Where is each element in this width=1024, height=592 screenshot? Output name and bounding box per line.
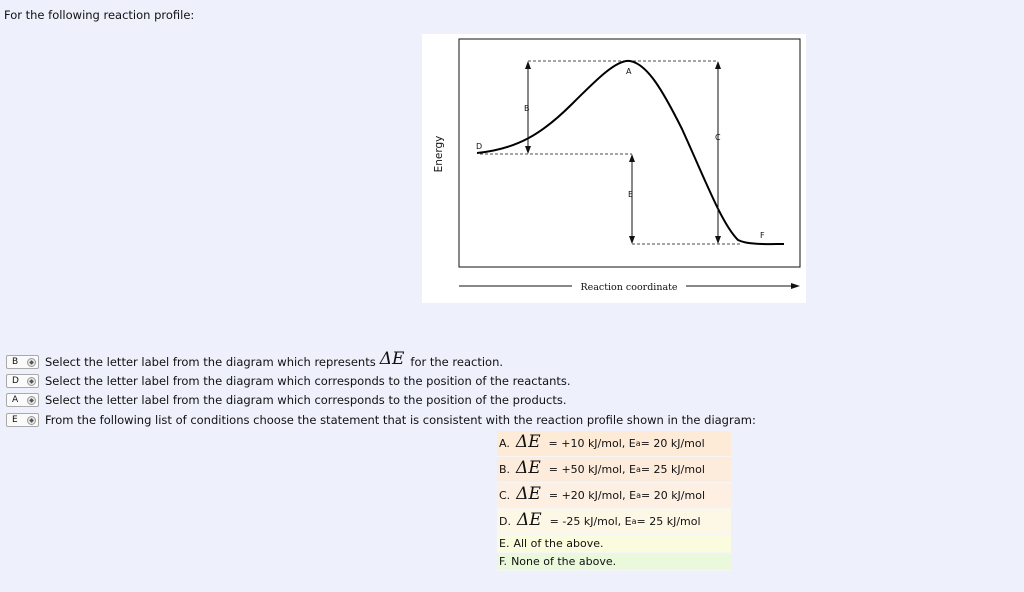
option-letter: C. <box>499 489 511 502</box>
option-letter: E. <box>499 537 510 550</box>
question-text: Select the letter label from the diagram which corresponds to the position of the products. <box>45 393 567 407</box>
select-chevron-icon: ◆ <box>27 358 36 367</box>
option-text: None of the above. <box>511 555 617 568</box>
reaction-coordinate-label: Reaction coordinate <box>580 282 678 293</box>
arrow-b-head-up <box>525 61 531 69</box>
question-text: Select the letter label from the diagram which represents <box>45 355 376 369</box>
label-e: E <box>628 190 634 199</box>
delta-e-symbol: ΔE <box>516 509 542 530</box>
select-value: B <box>12 357 19 367</box>
arrow-b-head-down <box>525 146 531 154</box>
arrow-c-head-down <box>715 236 721 244</box>
option-letter: D. <box>499 515 511 528</box>
label-c: C <box>715 133 721 142</box>
select-value: D <box>12 376 19 386</box>
arrow-e-head-up <box>629 154 635 162</box>
option-f <box>497 553 731 571</box>
reaction-profile-diagram <box>422 34 806 303</box>
select-chevron-icon: ◆ <box>27 416 36 425</box>
select-value: E <box>12 415 18 425</box>
label-a: A <box>626 67 632 76</box>
option-b <box>497 457 731 483</box>
select-value: A <box>12 395 19 405</box>
x-axis-arrowhead <box>791 283 800 289</box>
delta-e-symbol: ΔE <box>379 349 405 369</box>
label-b: B <box>524 104 530 113</box>
label-f: F <box>760 231 765 240</box>
question-text: Select the letter label from the diagram which corresponds to the position of the reactants. <box>45 374 571 388</box>
option-c <box>497 483 731 509</box>
delta-e-symbol: ΔE <box>516 483 541 504</box>
arrow-e-head-down <box>629 236 635 244</box>
option-delta-e: = -25 kJ/mol, E <box>549 515 632 528</box>
option-subscript: a <box>635 465 641 474</box>
option-ea: = 20 kJ/mol <box>640 437 705 450</box>
answer-select-conditions[interactable] <box>6 413 39 427</box>
delta-e-symbol: ΔE <box>516 457 541 478</box>
energy-curve <box>477 61 784 244</box>
option-ea: = 25 kJ/mol <box>636 515 701 528</box>
option-letter: B. <box>499 463 511 476</box>
option-delta-e: = +10 kJ/mol, E <box>548 437 636 450</box>
conditions-option-list <box>497 431 731 571</box>
option-subscript: a <box>635 439 641 448</box>
question-products <box>6 392 567 408</box>
intro-text: For the following reaction profile: <box>4 8 195 22</box>
select-chevron-icon: ◆ <box>27 377 36 386</box>
option-text: All of the above. <box>513 537 604 550</box>
option-delta-e: = +50 kJ/mol, E <box>548 463 636 476</box>
option-ea: = 25 kJ/mol <box>640 463 705 476</box>
option-delta-e: = +20 kJ/mol, E <box>548 489 637 502</box>
question-text-after: for the reaction. <box>410 355 504 369</box>
select-chevron-icon: ◆ <box>27 396 36 405</box>
arrow-c-head-up <box>715 61 721 69</box>
label-d: D <box>476 142 483 151</box>
question-conditions <box>6 412 756 428</box>
option-subscript: a <box>631 517 637 526</box>
question-delta-e <box>6 349 504 370</box>
answer-select-reactants[interactable] <box>6 374 39 388</box>
answer-select-products[interactable] <box>6 393 39 407</box>
question-text: From the following list of conditions choose the statement that is consistent with the reaction profile shown in the diagram: <box>45 413 756 427</box>
option-letter: A. <box>499 437 510 450</box>
energy-axis-label: Energy <box>433 135 445 173</box>
option-e <box>497 535 731 553</box>
answer-select-delta-e[interactable] <box>6 355 39 369</box>
delta-e-symbol: ΔE <box>515 431 541 452</box>
reaction-profile-svg <box>422 34 806 303</box>
option-d <box>497 509 731 535</box>
question-reactants <box>6 373 571 389</box>
option-subscript: a <box>636 491 641 500</box>
option-a <box>497 431 731 457</box>
option-letter: F. <box>499 555 508 568</box>
option-ea: = 20 kJ/mol <box>640 489 706 502</box>
